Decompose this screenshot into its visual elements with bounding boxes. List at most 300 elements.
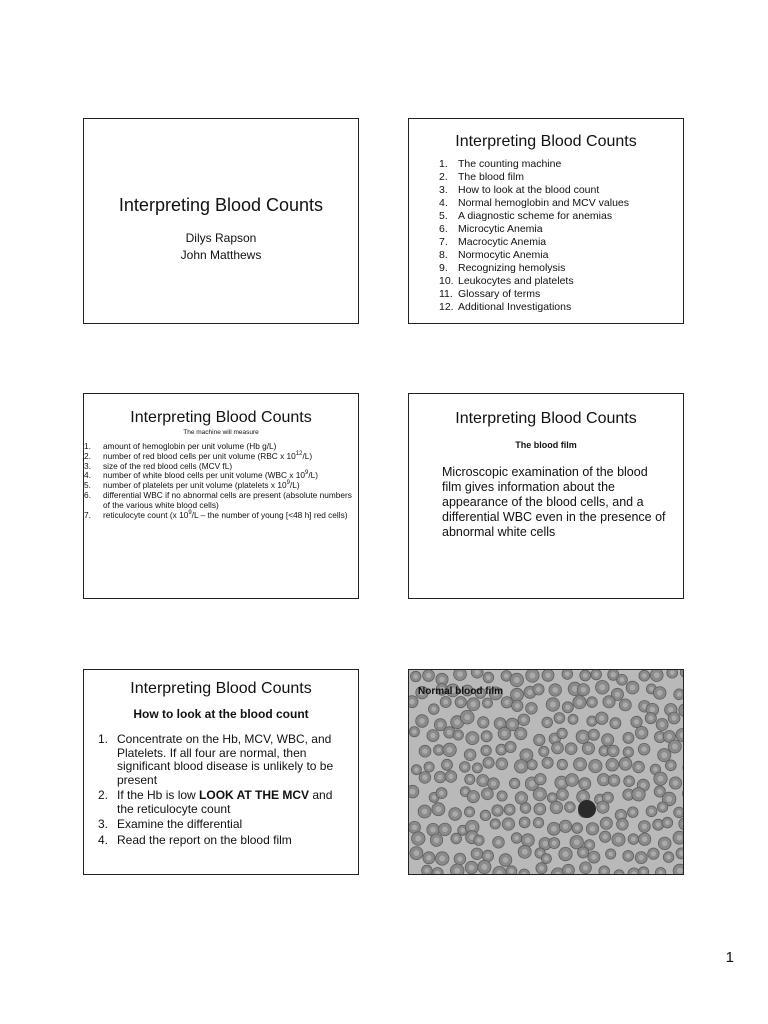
slide-normal-blood-film <box>408 669 684 875</box>
red-cell-pallor <box>419 718 425 724</box>
red-cell-pallor <box>583 865 588 870</box>
slide-contents <box>408 118 684 324</box>
red-cell-pallor <box>636 791 642 797</box>
red-cell-pallor <box>626 750 631 755</box>
red-cell-pallor <box>454 836 459 841</box>
slide-howto-heading: Interpreting Blood Counts <box>130 680 312 697</box>
list-number: 2. <box>98 788 109 802</box>
red-cell-pallor <box>537 737 542 742</box>
red-cell-pallor <box>499 747 504 752</box>
red-cell-pallor <box>539 866 544 871</box>
red-cell-pallor <box>518 731 524 737</box>
red-cell-pallor <box>580 734 586 740</box>
red-cell-pallor <box>661 752 667 758</box>
red-cell-pallor <box>550 702 556 708</box>
red-cell-pallor <box>581 687 586 692</box>
red-cell-pallor <box>677 810 682 815</box>
red-cell-pallor <box>457 856 462 861</box>
red-cell-pallor <box>432 795 437 800</box>
slide-counting-machine <box>83 393 359 599</box>
red-cell-pallor <box>493 822 498 827</box>
red-cell-pallor <box>563 824 569 830</box>
contents-item <box>439 197 683 210</box>
red-cell-pallor <box>626 792 631 797</box>
red-cell-pallor <box>602 749 607 754</box>
red-cell-pallor <box>587 843 592 848</box>
red-cell-pallor <box>491 781 496 786</box>
contents-item <box>439 236 683 249</box>
red-cell-pallor <box>484 734 489 739</box>
red-cell-pallor <box>486 760 491 765</box>
step-item <box>98 834 348 848</box>
red-cell-pallor <box>458 700 463 705</box>
red-cell-pallor <box>658 735 663 740</box>
red-cell-pallor <box>545 760 550 765</box>
red-cell-pallor <box>522 820 527 825</box>
red-cell-pallor <box>481 720 486 725</box>
list-text: Glossary of terms <box>458 288 541 300</box>
red-cell-pallor <box>565 705 570 710</box>
red-cell-pallor <box>500 794 505 799</box>
list-number: 8. <box>439 249 448 261</box>
red-cell-pallor <box>668 707 674 713</box>
red-cell-pallor <box>437 748 442 753</box>
red-cell-pallor <box>559 780 565 786</box>
slide-how-to-look <box>83 669 359 875</box>
list-text: The counting machine <box>458 158 562 170</box>
red-cell-pallor <box>636 764 641 769</box>
red-cell-pallor <box>568 805 573 810</box>
slide-film-heading: Interpreting Blood Counts <box>455 410 637 427</box>
red-cell-pallor <box>606 699 611 704</box>
red-cell-pallor <box>538 777 543 782</box>
red-cell-pallor <box>581 850 586 855</box>
list-text: Concentrate on the Hb, MCV, WBC, and Platelets. If all four are normal, then significant blood disease is unlikely to be present <box>117 732 334 787</box>
red-cell-pallor <box>649 687 654 692</box>
red-cell-pallor <box>519 795 525 801</box>
contents-item <box>439 301 683 314</box>
list-number: 3. <box>439 184 448 196</box>
red-cell-pallor <box>484 748 489 753</box>
red-cell-pallor <box>651 851 656 856</box>
red-cell-pallor <box>452 811 458 817</box>
measurement-item <box>84 491 354 511</box>
red-cell-pallor <box>554 805 560 811</box>
white-cell <box>578 800 596 818</box>
red-cell-pallor <box>481 864 487 870</box>
red-cell-pallor <box>447 730 452 735</box>
red-cell-pallor <box>496 840 501 845</box>
red-cell-pallor <box>611 748 616 753</box>
red-cell-pallor <box>662 841 668 847</box>
red-cell-pallor <box>529 781 535 787</box>
list-number: 4. <box>439 197 448 209</box>
red-cell-pallor <box>508 745 513 750</box>
red-cell-pallor <box>666 796 672 802</box>
red-cell-pallor <box>529 706 534 711</box>
red-cell-pallor <box>545 673 550 678</box>
list-text: If the Hb is low LOOK AT THE MCV and the reticulocyte count <box>117 788 333 816</box>
red-cell-pallor <box>660 805 665 810</box>
red-cell-pallor <box>463 789 468 794</box>
red-cell <box>679 704 684 717</box>
red-cell-pallor <box>430 733 435 738</box>
red-cell-pallor <box>605 795 610 800</box>
list-text: number of red blood cells per unit volume (RBC x $10^{12}/L$) <box>103 450 313 461</box>
red-cell-pallor <box>560 762 565 767</box>
red-cell-pallor <box>469 824 475 830</box>
step-item <box>98 789 348 816</box>
red-cell <box>683 788 685 799</box>
red-cell-pallor <box>659 722 664 727</box>
red-cell-pallor <box>642 836 648 842</box>
red-cell-pallor <box>590 700 595 705</box>
red-cell-pallor <box>438 775 443 780</box>
list-number: 6. <box>439 223 448 235</box>
red-cell-pallor <box>571 717 576 722</box>
red-cell-pallor <box>510 722 516 728</box>
red-cell-pallor <box>560 731 565 736</box>
red-cell-pallor <box>509 869 514 874</box>
red-cell-pallor <box>591 854 596 859</box>
list-text: Read the report on the blood film <box>117 832 292 847</box>
red-cell-pallor <box>594 672 599 677</box>
red-cell-pallor <box>563 851 569 857</box>
red-cell-pallor <box>599 715 605 721</box>
red-cell-pallor <box>471 794 476 799</box>
list-text: Recognizing hemolysis <box>458 262 566 274</box>
list-text: How to look at the blood count <box>458 184 600 196</box>
red-cell-pallor <box>677 692 682 697</box>
red-cell-pallor <box>506 821 512 827</box>
red-cell-pallor <box>586 746 591 751</box>
slide-howto-subtitle: How to look at the blood count <box>133 707 309 721</box>
step-item <box>98 733 348 787</box>
red-cell-pallor <box>431 707 436 712</box>
red-cell-pallor <box>599 684 605 690</box>
red-cell-pallor <box>620 822 625 827</box>
list-text: number of white blood cells per unit volume (WBC x $10^9/L$) <box>103 470 319 481</box>
red-cell-pallor <box>468 752 473 757</box>
red-cell-pallor <box>672 715 677 720</box>
red-cell-pallor <box>568 746 573 751</box>
red-cell-pallor <box>477 838 482 843</box>
red-cell-pallor <box>670 670 675 675</box>
red-cell-pallor <box>620 677 625 682</box>
red-cell-pallor <box>495 808 500 813</box>
red-cell-pallor <box>590 826 596 832</box>
red-cell-pallor <box>409 699 414 704</box>
red-cell-pallor <box>515 703 520 708</box>
red-cell <box>679 818 684 830</box>
list-number: 6. <box>84 489 91 500</box>
red-cell-pallor <box>448 774 453 779</box>
red-cell-pallor <box>454 868 460 874</box>
red-cell-pallor <box>485 701 490 706</box>
red-cell-pallor <box>552 687 558 693</box>
superscript: 12 <box>295 451 303 458</box>
red-cell-pallor <box>623 761 629 767</box>
red-cell-pallor <box>649 809 654 814</box>
red-cell-pallor <box>545 720 550 725</box>
red-cell-pallor <box>523 806 528 811</box>
red-cell-pallor <box>648 716 653 721</box>
red-cell-pallor <box>527 690 532 695</box>
red-cell-pallor <box>577 699 583 705</box>
red-cell-pallor <box>658 870 663 875</box>
red-cell-pallor <box>560 792 565 797</box>
red-cell-pallor <box>462 765 467 770</box>
red-cell-pallor <box>529 673 535 679</box>
red-cell-pallor <box>414 850 420 856</box>
red-cell-pallor <box>639 855 644 860</box>
superscript: 9 <box>304 470 309 477</box>
list-number: 2. <box>84 450 91 461</box>
red-cell-pallor <box>612 778 617 783</box>
red-cell-pallor <box>507 807 512 812</box>
measurement-list <box>84 442 358 520</box>
list-number: 4. <box>84 470 91 481</box>
red-cell-pallor <box>642 824 647 829</box>
red-cell-pallor <box>656 822 661 827</box>
red-cell-pallor <box>601 777 607 783</box>
superscript: 9 <box>188 509 192 516</box>
contents-item <box>439 275 683 288</box>
measurement-item <box>84 511 354 521</box>
red-cell-pallor <box>665 820 670 825</box>
red-cell-pallor <box>504 674 509 679</box>
red-cell-pallor <box>474 851 479 856</box>
red-cell-pallor <box>574 839 580 845</box>
red-cell-pallor <box>439 791 444 796</box>
red-cell-pallor <box>667 734 672 739</box>
red-cell-pallor <box>438 722 443 727</box>
red-cell-pallor <box>454 719 460 725</box>
red-cell-pallor <box>502 731 508 737</box>
red-cell-pallor <box>677 835 683 841</box>
red-cell-pallor <box>613 721 618 726</box>
slide-machine-heading: Interpreting Blood Counts <box>130 409 312 426</box>
red-cell-pallor <box>422 809 428 815</box>
red-cell-pallor <box>582 781 587 786</box>
list-number: 1. <box>439 158 448 170</box>
red-cell-pallor <box>631 837 636 842</box>
red-cell-pallor <box>557 716 562 721</box>
list-number: 1. <box>98 732 109 746</box>
red-cell-pallor <box>602 869 607 874</box>
superscript: 9 <box>286 480 290 487</box>
red-cell-pallor <box>683 670 684 675</box>
red-cell-pallor <box>611 672 616 677</box>
red-cell-pallor <box>657 690 663 696</box>
list-number: 9. <box>439 262 448 274</box>
red-cell-pallor <box>422 775 427 780</box>
author-1: Dilys Rapson <box>185 231 257 245</box>
red-cell-pallor <box>410 789 416 795</box>
red-cell-pallor <box>642 747 647 752</box>
red-cell-pallor <box>483 813 488 818</box>
red-cell-pallor <box>536 687 541 692</box>
red-cell-pallor <box>430 827 436 833</box>
red-cell-pallor <box>668 763 673 768</box>
red-cell-pallor <box>475 766 480 771</box>
list-text: Examine the differential <box>117 817 243 831</box>
authors <box>84 230 358 264</box>
red-cell-pallor <box>575 826 580 831</box>
red-cell-pallor <box>447 747 453 753</box>
red-cell <box>680 670 684 677</box>
red-cell-pallor <box>610 762 616 768</box>
red-cell-pallor <box>499 761 504 766</box>
contents-list <box>439 158 683 314</box>
red-cell-pallor <box>600 805 605 810</box>
list-number: 5. <box>84 480 91 491</box>
red-cell-pallor <box>537 806 542 811</box>
red-cell-pallor <box>412 825 417 830</box>
red-cell-pallor <box>425 868 430 873</box>
red-cell-pallor <box>630 810 635 815</box>
red-cell-pallor <box>580 794 586 800</box>
list-text: Leukocytes and platelets <box>458 275 574 287</box>
red-cell-pallor <box>592 763 598 769</box>
red-cell-pallor <box>514 836 519 841</box>
red-cell-pallor <box>626 854 631 859</box>
red-cell-pallor <box>497 721 502 726</box>
list-number: 10. <box>439 275 454 287</box>
slide-title <box>83 118 359 324</box>
red-cell-pallor <box>626 735 631 740</box>
contents-item <box>439 288 683 301</box>
list-text: A diagnostic scheme for anemias <box>458 210 613 222</box>
list-text: size of the red blood cells (MCV fL) <box>103 460 233 471</box>
red-cell-pallor <box>569 777 575 783</box>
red-cell-pallor <box>552 736 557 741</box>
red-cell-pallor <box>426 855 431 860</box>
slide-machine-subtitle: The machine will measure <box>183 429 259 436</box>
red-cell-pallor <box>542 749 547 754</box>
red-cell-pallor <box>445 762 450 767</box>
list-text: reticulocyte count (x $10^9/L$ – the number of young [<48 h] red cells) <box>103 509 348 520</box>
red-cell-pallor <box>442 827 448 833</box>
red-cell-pallor <box>542 841 548 847</box>
red-cell-pallor <box>618 813 623 818</box>
red-cell-pallor <box>537 791 543 797</box>
red-cell-pallor <box>566 868 571 873</box>
red-cell-pallor <box>639 730 645 736</box>
list-number: 4. <box>98 832 109 847</box>
red-cell-pallor <box>486 675 491 680</box>
list-number: 3. <box>98 817 109 831</box>
red-cell-pallor <box>641 783 647 789</box>
red-cell-pallor <box>615 692 620 697</box>
red-cell-pallor <box>464 714 470 720</box>
red-cell-pallor <box>414 767 419 772</box>
list-number: 12. <box>439 301 454 313</box>
red-cell-pallor <box>555 745 560 750</box>
red-cell-pallor <box>608 852 613 857</box>
red-cell-pallor <box>485 853 490 858</box>
list-number: 5. <box>439 210 448 222</box>
author-2: John Matthews <box>180 248 262 262</box>
red-cell-pallor <box>551 826 557 832</box>
red-cell-pallor <box>443 700 448 705</box>
red-cell-pallor <box>518 763 524 769</box>
red-cell-pallor <box>480 778 485 783</box>
red-cell-pallor <box>650 707 656 713</box>
red-cell-pallor <box>457 671 463 677</box>
red-cell-pallor <box>412 729 417 734</box>
red-cell-pallor <box>530 762 535 767</box>
list-text: Normal hemoglobin and MCV values <box>458 197 629 209</box>
red-cell-pallor <box>630 685 636 691</box>
red-cell-pallor <box>627 779 632 784</box>
red-cell-pallor <box>605 737 611 743</box>
red-cell-pallor <box>657 789 662 794</box>
red-cell-pallor <box>538 851 543 856</box>
red-cell-pallor <box>469 865 475 871</box>
blood-film-label: Normal blood film <box>418 686 503 697</box>
red-cell-pallor <box>503 857 509 863</box>
list-text: The blood film <box>458 171 524 183</box>
red-cell-pallor <box>658 776 664 782</box>
red-cell-pallor <box>504 700 509 705</box>
red-cell-pallor <box>677 868 683 874</box>
red-cell-pallor <box>641 870 646 875</box>
red-cell-pallor <box>525 837 531 843</box>
red-cell-pallor <box>616 837 622 843</box>
red-cell-pallor <box>522 849 528 855</box>
red-cell-pallor <box>512 781 517 786</box>
red-cell-pallor <box>460 828 465 833</box>
contents-item <box>439 223 683 236</box>
red-cell-pallor <box>439 677 444 682</box>
red-cell-pallor <box>471 701 477 707</box>
red-cell-pallor <box>654 672 660 678</box>
red-cell-pallor <box>434 837 440 843</box>
red-cell-pallor <box>536 820 541 825</box>
contents-item <box>439 262 683 275</box>
list-text: Macrocytic Anemia <box>458 236 547 248</box>
list-number: 7. <box>84 509 91 520</box>
red-cell-pallor <box>422 749 427 754</box>
red-cell-pallor <box>468 777 473 782</box>
red-cell-pallor <box>467 810 472 815</box>
slide-contents-heading: Interpreting Blood Counts <box>455 133 637 150</box>
red-cell-pallor <box>485 791 490 796</box>
contents-item <box>439 158 683 171</box>
step-item <box>98 818 348 832</box>
slide-film-body: Microscopic examination of the blood film gives information about the appearance of the blood cells, and a differential WBC even in the presence of abnormal white cells <box>442 465 666 539</box>
red-cell-pallor <box>415 836 421 842</box>
page-number: 1 <box>725 949 734 966</box>
contents-item <box>439 249 683 262</box>
red-cell-pallor <box>524 752 530 758</box>
red-cell-pallor <box>550 796 555 801</box>
red-cell-pallor <box>577 761 583 767</box>
blood-film-image <box>409 670 684 875</box>
red-cell-pallor <box>623 702 628 707</box>
red-cell-pallor <box>456 733 461 738</box>
slide-blood-film <box>408 393 684 599</box>
red-cell-pallor <box>591 732 596 737</box>
slide-film-subtitle: The blood film <box>515 440 577 450</box>
contents-item <box>439 184 683 197</box>
red-cell <box>614 870 624 875</box>
list-text: differential WBC if no abnormal cells are present (absolute numbers of the various white blood cells) <box>103 489 352 510</box>
red-cell-pallor <box>642 673 647 678</box>
red-cell-pallor <box>544 856 549 861</box>
red-cell-pallor <box>427 765 432 770</box>
